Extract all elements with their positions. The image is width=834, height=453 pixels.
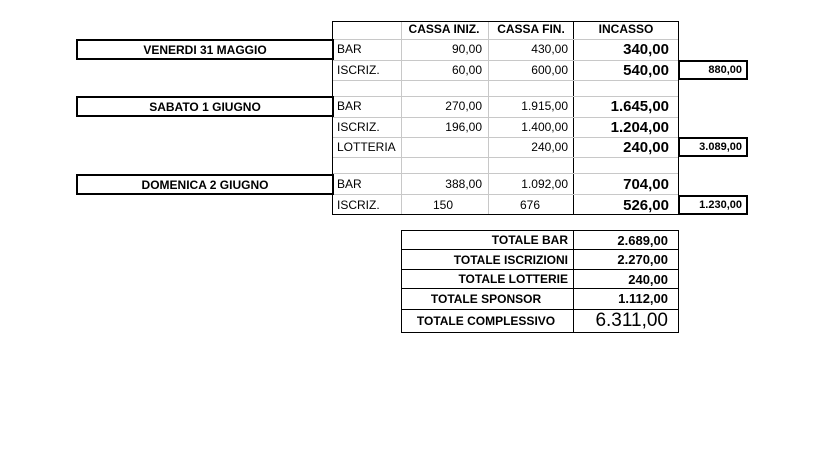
- cassa-iniz-value: 90,00: [451, 42, 482, 56]
- day-label-sabato: SABATO 1 GIUGNO: [76, 96, 334, 117]
- incasso-value: 340,00: [623, 40, 669, 58]
- header-incasso: INCASSO: [598, 22, 654, 36]
- cassa-fin-value: 1.915,00: [521, 99, 568, 113]
- grid-row-divider: [333, 80, 678, 81]
- cassa-iniz-value: 388,00: [445, 177, 482, 191]
- total-iscrizioni-label: TOTALE ISCRIZIONI: [453, 252, 568, 267]
- incasso-value: 1.645,00: [610, 97, 669, 115]
- total-sponsor-label: TOTALE SPONSOR: [430, 291, 542, 306]
- incasso-value: 526,00: [623, 196, 669, 214]
- total-bar-label: TOTALE BAR: [491, 233, 568, 247]
- total-complessivo-value: 6.311,00: [595, 309, 668, 331]
- day-subtotal: 880,00: [678, 60, 748, 80]
- row-category: BAR: [337, 42, 362, 56]
- row-category: ISCRIZ.: [337, 198, 380, 212]
- cassa-fin-value: 676: [519, 198, 541, 212]
- row-category: BAR: [337, 177, 362, 191]
- total-lotterie-value: 240,00: [628, 271, 668, 287]
- cassa-iniz-value: 270,00: [445, 99, 482, 113]
- row-category: BAR: [337, 99, 362, 113]
- cassa-iniz-value: [400, 137, 486, 157]
- cassa-fin-value: 1.400,00: [521, 120, 568, 134]
- incasso-value: 240,00: [623, 138, 669, 156]
- cassa-fin-value: 240,00: [531, 140, 568, 154]
- header-cassa-fin: CASSA FIN.: [497, 22, 565, 36]
- day-subtotal: 3.089,00: [678, 137, 748, 157]
- total-lotterie-label: TOTALE LOTTERIE: [458, 272, 568, 286]
- row-category: ISCRIZ.: [337, 63, 380, 77]
- row-category: LOTTERIA: [337, 140, 396, 154]
- cassa-iniz-value: 60,00: [451, 63, 482, 77]
- total-sponsor-value: 1.112,00: [618, 291, 668, 306]
- row-category: ISCRIZ.: [337, 120, 380, 134]
- day-label-domenica: DOMENICA 2 GIUGNO: [76, 174, 334, 195]
- grid-row-divider: [333, 157, 678, 158]
- cassa-fin-value: 600,00: [531, 63, 568, 77]
- incasso-value: 704,00: [623, 175, 669, 193]
- day-subtotal: 1.230,00: [678, 195, 748, 215]
- total-complessivo-label: TOTALE COMPLESSIVO: [416, 314, 556, 328]
- total-iscrizioni-value: 2.270,00: [617, 252, 668, 267]
- cassa-fin-value: 430,00: [531, 42, 568, 56]
- incasso-value: 1.204,00: [610, 118, 669, 136]
- cassa-fin-value: 1.092,00: [521, 177, 568, 191]
- header-cassa-iniz: CASSA INIZ.: [408, 22, 480, 36]
- total-bar-value: 2.689,00: [617, 232, 668, 248]
- incasso-value: 540,00: [623, 61, 669, 79]
- cassa-iniz-value: 150: [432, 198, 454, 212]
- cassa-iniz-value: 196,00: [445, 120, 482, 134]
- day-label-venerdi: VENERDI 31 MAGGIO: [76, 39, 334, 60]
